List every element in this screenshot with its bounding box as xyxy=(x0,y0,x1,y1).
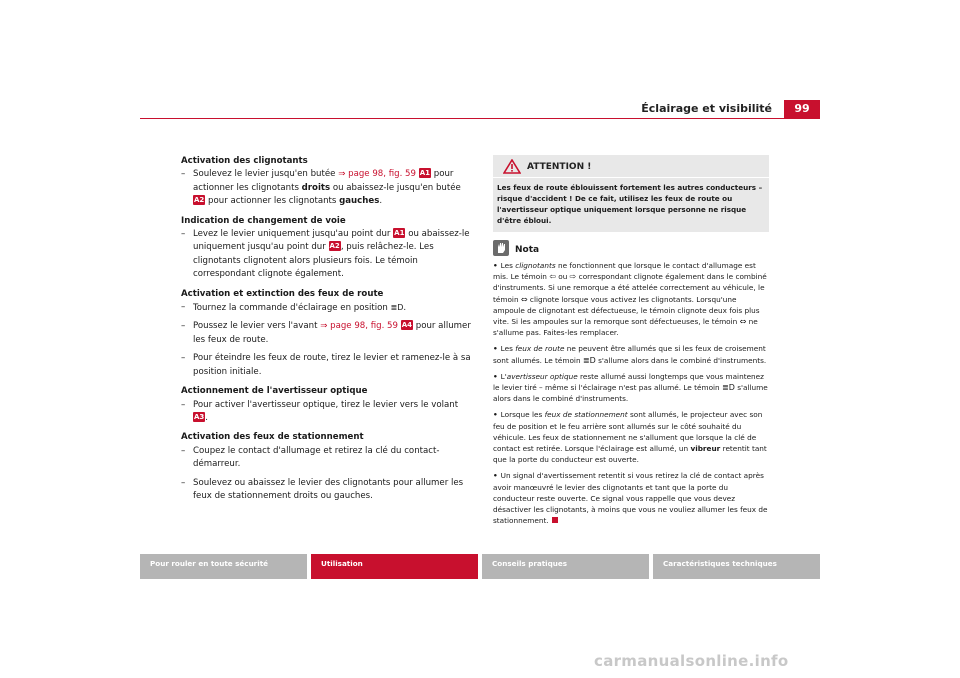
callout-badge-a1: A1 xyxy=(394,229,405,238)
page-number: 99 xyxy=(784,100,820,118)
step-high-beam-2: – Poussez le levier vers l'avant ⇒ page 98, fig. 59 A4 pour allumer les feux de route. xyxy=(181,321,471,345)
note-text: Les xyxy=(500,261,516,270)
note-text: L' xyxy=(500,371,507,381)
note-hand-icon xyxy=(493,240,509,256)
nota-header xyxy=(493,240,769,258)
note-parking-lights xyxy=(493,409,769,465)
high-beam-icon: ≣D xyxy=(390,303,404,313)
bullet-icon: • xyxy=(493,471,498,481)
callout-badge-a1: A1 xyxy=(419,169,431,178)
step-lane-change: – Levez le levier uniquement jusqu'au point dur A1 ou abaissez-le uniquement jusqu'au point dur A2, puis relâchez-le. Les clignotants clignotent alors plusieurs fois. Le témoin correspondant clignote également. xyxy=(181,229,470,280)
right-turn-arrow-icon: ⇨ xyxy=(569,272,577,282)
warning-triangle-icon xyxy=(503,159,521,174)
step-text: ou abaissez-le jusqu'en butée xyxy=(330,182,461,193)
section-title-turn-signals: Activation des clignotants xyxy=(181,156,308,166)
note-warning-signal xyxy=(493,470,769,526)
step-text: Tournez la commande d'éclairage en position xyxy=(193,303,391,314)
section-end-marker xyxy=(552,517,558,523)
page-ref-link[interactable]: ⇒ page 98, fig. 59 xyxy=(320,321,398,332)
section-title-high-beam: Activation et extinction des feux de route xyxy=(181,288,384,299)
step-text: pour actionner les clignotants xyxy=(193,169,454,193)
warning-header xyxy=(493,155,769,178)
callout-badge-a2: A2 xyxy=(194,196,205,205)
step-parking-lights-2: – Soulevez ou abaissez le levier des clignotants pour allumer les feux de stationnement droits ou gauches. xyxy=(181,477,464,501)
step-text: Soulevez ou abaissez le levier des clignotants pour allumer les feux de stationnement droits ou gauches. xyxy=(193,477,464,501)
note-italic-text: avertisseur optique xyxy=(506,371,578,381)
note-turn-signals xyxy=(493,260,769,338)
note-text: retentit tant que la porte du conducteur est ouverte. xyxy=(493,444,767,465)
note-text: clignote lorsque vous activez les clignotants. Lorsqu'une ampoule de clignotant est défectueuse, le témoin clignote deux fois plus vite. Si les ampoules sur la remorque sont défectueuses, le témoin xyxy=(493,294,760,327)
bullet-icon: • xyxy=(493,371,498,381)
nota-title: Nota xyxy=(515,245,540,255)
section-title-lane-change: Indication de changement de voie xyxy=(181,215,346,226)
tab-practical-tips[interactable]: Conseils pratiques xyxy=(482,554,649,579)
bullet-icon: • xyxy=(493,344,498,354)
high-beam-icon: ≣D xyxy=(582,355,596,365)
note-text: correspondant clignote également dans le combiné d'instruments. Si une remorque a été attelée correctement au véhicule, le témoin xyxy=(493,272,767,304)
note-high-beam xyxy=(493,343,769,365)
step-text: . xyxy=(205,412,209,423)
step-text: , puis relâchez-le. Les clignotants clignotent alors plusieurs fois. Le témoin correspondant clignote également. xyxy=(193,242,434,280)
step-text: Poussez le levier vers l'avant xyxy=(193,321,321,332)
step-text: pour actionner les clignotants xyxy=(205,196,340,207)
note-text: ne peuvent être allumés que si les feux de croisement sont allumés. Le témoin xyxy=(493,344,766,365)
warning-text: Les feux de route éblouissent fortement les autres conducteurs – risque d'accident ! De ce fait, utilisez les feux de route ou l'avertisseur optique uniquement lorsque personne ne risque d'être ébloui. xyxy=(497,183,763,225)
note-text: Un signal d'avertissement retentit si vous retirez la clé de contact après avoir manœuvré le levier des clignotants et tant que la porte du conducteur reste ouverte. Ce signal vous rappelle que vous devez désactiver les clignotants, à moins que vous ne vouliez allumer les feux de stationnement. xyxy=(493,471,768,526)
note-text: Lorsque les xyxy=(500,410,545,420)
chapter-title: Éclairage et visibilité xyxy=(641,102,772,115)
step-turn-signals: – Soulevez le levier jusqu'en butée ⇒ page 98, fig. 59 A1 pour actionner les clignotants droits ou abaissez-le jusqu'en butée A2 pour actionner les clignotants gauches. xyxy=(181,169,461,207)
right-column xyxy=(493,155,769,531)
section-title-parking-lights: Activation des feux de stationnement xyxy=(181,432,364,443)
step-text: pour allumer les feux de route. xyxy=(193,321,471,345)
note-text: s'allume alors dans le combiné d'instruments. xyxy=(493,383,768,404)
header-rule xyxy=(140,118,820,119)
step-text: Coupez le contact d'allumage et retirez la clé du contact-démarreur. xyxy=(193,445,440,470)
trailer-signal-icon: ⇔ xyxy=(520,294,528,304)
note-text: ou xyxy=(555,272,570,282)
note-text: ne fonctionnent que lorsque le contact d'allumage est mis. Le témoin xyxy=(493,261,756,282)
step-text: . xyxy=(379,196,383,207)
step-high-beam-3: – Pour éteindre les feux de route, tirez le levier et ramenez-le à sa position initiale. xyxy=(181,353,471,377)
callout-badge-a4: A4 xyxy=(401,321,413,330)
tab-technical-specs[interactable]: Caractéristiques techniques xyxy=(653,554,820,579)
step-text: Levez le levier uniquement jusqu'au point dur xyxy=(193,229,394,240)
tab-operation[interactable]: Utilisation xyxy=(311,554,478,579)
step-text: Pour éteindre les feux de route, tirez le levier et ramenez-le à sa position initiale. xyxy=(193,353,471,377)
step-text: . xyxy=(403,303,407,314)
high-beam-icon: ≣D xyxy=(722,383,735,393)
trailer-signal-icon: ⇔ xyxy=(739,317,747,327)
page-ref-link[interactable]: ⇒ page 98, fig. 59 xyxy=(338,169,416,180)
note-italic-text: clignotants xyxy=(515,261,556,270)
note-text: s'allume alors dans le combiné d'instruments. xyxy=(595,355,767,365)
note-text: sont allumés, le projecteur avec son feu de position et le feu arrière sont allumés sur le côté souhaité du véhicule. Les feux de stationnement ne s'allument que lorsque la clé de contact est retirée. Lorsque l'éclairage est allumé, un xyxy=(493,410,763,454)
note-text: ne s'allume pas. Faites-les remplacer. xyxy=(493,317,758,338)
warning-box xyxy=(493,155,769,232)
callout-badge-a3: A3 xyxy=(194,412,205,421)
watermark: carmanualsonline.info xyxy=(594,652,789,670)
section-title-headlight-flasher: Actionnement de l'avertisseur optique xyxy=(181,386,368,397)
note-text: reste allumé aussi longtemps que vous maintenez le levier tiré – même si l'éclairage n'est pas allumé. Le témoin xyxy=(493,371,765,393)
note-italic-text: feux de stationnement xyxy=(544,410,628,420)
left-turn-arrow-icon: ⇦ xyxy=(549,272,556,282)
left-column xyxy=(181,155,473,508)
step-parking-lights-1: – Coupez le contact d'allumage et retirez la clé du contact-démarreur. xyxy=(181,445,440,470)
note-headlight-flasher xyxy=(493,371,769,405)
bullet-icon: • xyxy=(493,410,498,420)
step-high-beam-1: – Tournez la commande d'éclairage en position ≣D. xyxy=(181,302,407,314)
note-italic-text: feux de route xyxy=(515,344,565,354)
tab-safety[interactable]: Pour rouler en toute sécurité xyxy=(140,554,307,579)
step-text: ou abaissez-le uniquement jusqu'au point dur xyxy=(193,229,470,253)
step-text: Soulevez le levier jusqu'en butée xyxy=(193,169,339,180)
bullet-icon: • xyxy=(493,261,498,270)
note-bold-text: vibreur xyxy=(690,444,721,454)
note-text: Les xyxy=(500,344,516,354)
warning-title: ATTENTION ! xyxy=(527,162,592,172)
step-headlight-flasher: – Pour activer l'avertisseur optique, tirez le levier vers le volant A3. xyxy=(181,399,459,423)
page-header xyxy=(140,100,820,118)
callout-badge-a2: A2 xyxy=(329,242,340,251)
footer-tabs xyxy=(140,554,820,579)
step-text: Pour activer l'avertisseur optique, tirez le levier vers le volant xyxy=(193,399,459,410)
step-bold-text: gauches xyxy=(339,196,380,207)
step-bold-text: droits xyxy=(301,182,331,193)
